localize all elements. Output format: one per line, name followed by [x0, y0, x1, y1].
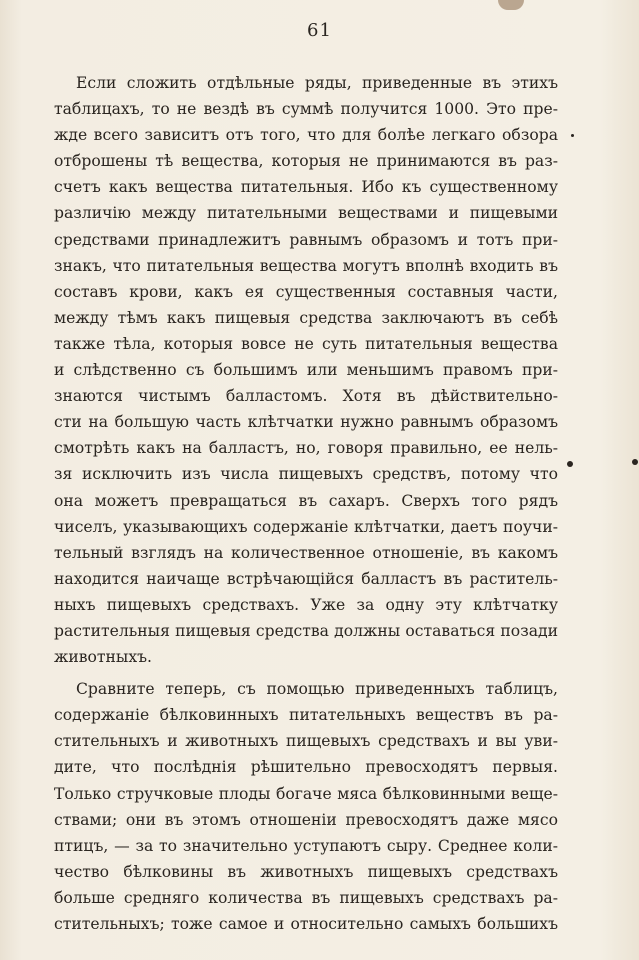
page-number: 61: [307, 20, 332, 41]
text-line: Сравните теперь, съ помощью приведенныхъ таблицъ,: [76, 680, 558, 699]
text-line: и слѣдственно съ большимъ или меньшимъ правомъ при-: [54, 361, 558, 380]
text-line: Только стручковые плоды богаче мяса бѣлковинными веще-: [54, 784, 558, 803]
text-line: находится наичаще встрѣчающійся балластъ въ раститель-: [54, 569, 558, 588]
text-line: между тѣмъ какъ пищевыя средства заключаютъ въ себѣ: [54, 308, 558, 327]
text-line: Если сложить отдѣльные ряды, приведенные въ этихъ: [76, 74, 558, 92]
text-line: жде всего зависитъ отъ того, что для болѣе легкаго обзора: [54, 126, 558, 145]
ink-speck: [571, 134, 574, 137]
text-line: счетъ какъ вещества питательныя. Ибо къ существенному: [54, 178, 558, 197]
text-line: средствами принадлежитъ равнымъ образомъ и тотъ при-: [54, 230, 558, 249]
text-line: смотрѣть какъ на балластъ, но, говоря правильно, ее нель-: [54, 439, 558, 458]
text-line: составъ крови, какъ ея существенныя составныя части,: [54, 282, 558, 301]
paragraph: [54, 676, 558, 937]
text-line: растительныя пищевыя средства должны оставаться позади: [54, 621, 558, 640]
text-line: стительныхъ и животныхъ пищевыхъ средствахъ и вы уви-: [54, 732, 558, 751]
text-line: она можетъ превращаться въ сахаръ. Сверхъ того рядъ: [54, 491, 558, 510]
page-stain: [498, 0, 524, 10]
text-line: дите, что послѣднія рѣшительно превосходятъ первыя.: [54, 758, 558, 777]
text-line: таблицахъ, то не вездѣ въ суммѣ получится 1000. Это пре-: [54, 100, 558, 119]
paragraph: [54, 70, 558, 670]
text-line: чество бѣлковины въ животныхъ пищевыхъ средствахъ: [54, 862, 558, 881]
text-line: сти на большую часть клѣтчатки нужно равнымъ образомъ: [54, 413, 558, 432]
ink-speck: [632, 459, 638, 465]
text-line: знакъ, что питательныя вещества могутъ вполнѣ входить въ: [54, 256, 558, 275]
text-line: ныхъ пищевыхъ средствахъ. Уже за одну эту клѣтчатку: [54, 595, 558, 614]
text-line: содержаніе бѣлковинныхъ питательныхъ веществъ въ ра-: [54, 706, 558, 725]
text-line: зя исключить изъ числа пищевыхъ средствъ, потому что: [54, 465, 558, 484]
text-line: отброшены тѣ вещества, которыя не принимаются въ раз-: [54, 152, 558, 171]
text-line: чиселъ, указывающихъ содержаніе клѣтчатки, даетъ поучи-: [54, 517, 558, 536]
text-line: знаются чистымъ балластомъ. Хотя въ дѣйствительно-: [54, 387, 558, 406]
text-line: стительныхъ; тоже самое и относительно самыхъ большихъ: [54, 915, 558, 933]
text-line: ствами; они въ этомъ отношеніи превосходятъ даже мясо: [54, 810, 558, 829]
text-line: тельный взглядъ на количественное отношеніе, въ какомъ: [54, 543, 558, 562]
text-line: птицъ, — за то значительно уступаютъ сыру. Среднее коли-: [54, 836, 558, 855]
text-line: различію между питательными веществами и пищевыми: [54, 204, 558, 223]
ink-speck: [567, 461, 573, 467]
text-line: также тѣла, которыя вовсе не суть питательныя вещества: [54, 334, 558, 353]
text-line: животныхъ.: [54, 648, 153, 667]
body-text: [54, 70, 558, 937]
text-line: больше средняго количества въ пищевыхъ средствахъ ра-: [54, 888, 558, 907]
